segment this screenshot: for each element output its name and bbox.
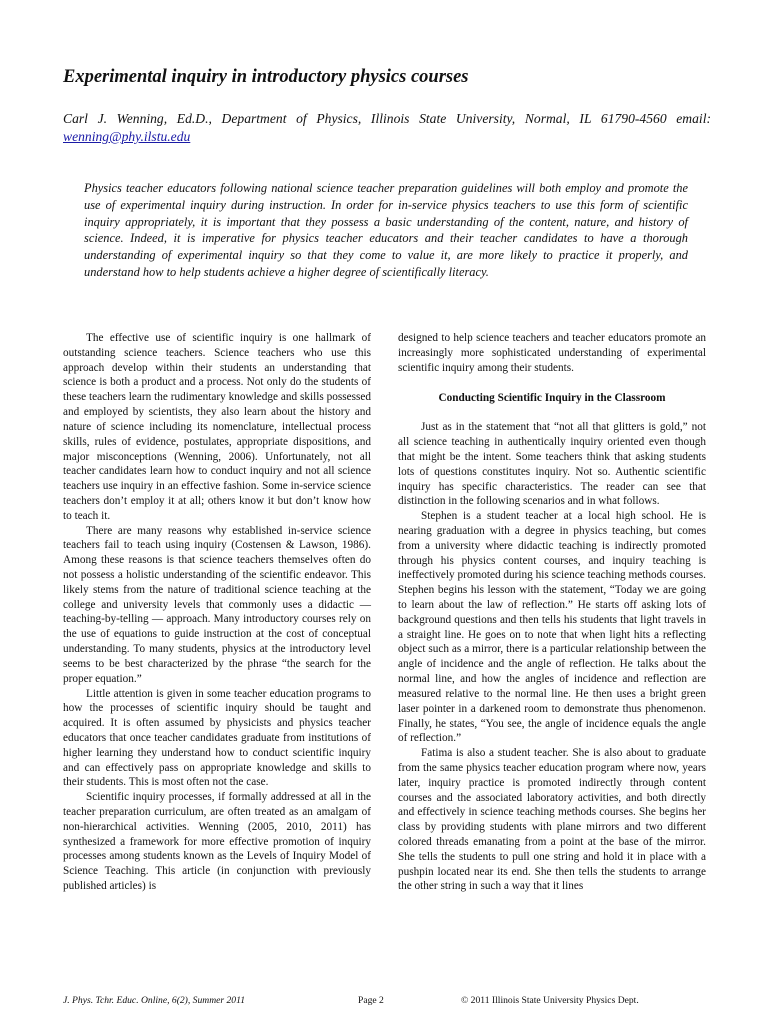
body-paragraph: Just as in the statement that “not all that glitters is gold,” not all science teaching in authentically inquiry oriented even though that might be the intent. Some teachers think that asking students lots of questions constitutes inquiry. Not so. Authentic scientific inquiry has specific characteristics. The reader can see that distinction in the following scenarios and in what follows. bbox=[398, 421, 706, 508]
footer-copyright: © 2011 Illinois State University Physics Dept. bbox=[461, 995, 639, 1006]
body-paragraph: Scientific inquiry processes, if formally addressed at all in the teacher preparation curriculum, are often treated as an amalgam of non-hierarchical activities. Wenning (2005, 2010, 2011) has synthesized a framework for more effective promotion of inquiry processes among students known as the Levels of Inquiry Model of Science Teaching. This article (in conjunction with previously published articles) is bbox=[63, 791, 371, 893]
abstract: Physics teacher educators following national science teacher preparation guidelines will both employ and promote the use of experimental inquiry during instruction. In order for in-service physics teachers to use this form of scientific inquiry appropriately, it is important that they possess a basic understanding of the content, nature, and history of science. Indeed, it is imperative for physics teacher educators and their teacher candidates to have a thorough understanding of experimental inquiry so that they come to value it, are more likely to practice it properly, and understand how to help students achieve a higher degree of scientifically literacy. bbox=[84, 181, 688, 279]
body-paragraph: Stephen is a student teacher at a local high school. He is nearing graduation with a degree in physics teaching, but comes from a university where didactic teaching is indirectly promoted through his physics content courses, and inquiry teaching is ineffectively promoted during his science teaching methods courses. Stephen begins his lesson with the statement, “Today we are going to learn about the law of reflection.” He starts off asking lots of background questions and then tells his students that light travels in a straight line. He goes on to note that when light hits a reflecting object such as a mirror, there is a particular relationship between the angle of incidence and the angle of reflection. He talks about the normal line, and how the angles of incidence and reflection are measured relative to the normal line. He then uses a bright green laser pointer in a darkened room to demonstrate thus phenomenon. Finally, he states, “You see, the angle of incidence equals the angle of reflection.” bbox=[398, 510, 706, 745]
footer-page-number: Page 2 bbox=[358, 995, 384, 1006]
body-paragraph: There are many reasons why established in-service science teachers fail to teach using inquiry (Costensen & Lawson, 1986). Among these reasons is that science teachers themselves often do not possess a holistic understanding of the scientific endeavor. This likely stems from the nature of traditional science teaching at the college and university levels that commonly uses a didactic — teaching-by-telling — approach. Many introductory courses rely on the use of equations to guide instruction at the cost of conceptual understanding. To many students, physics at the introductory level seems to be best characterized by the phrase “the search for the proper equation.” bbox=[63, 524, 371, 685]
body-paragraph: Little attention is given in some teacher education programs to how the processes of scientific inquiry should be taught and acquired. It is often assumed by physicists and physics teacher educators that once teacher candidates graduate from institutions of higher learning they understand how to conduct scientific inquiry and can effectively pass on appropriate knowledge and skills to their students. This is most often not the case. bbox=[63, 687, 371, 789]
body-paragraph: The effective use of scientific inquiry is one hallmark of outstanding science teachers. Science teachers who use this approach develop within their students an understanding that science is both a product and a process. Not only do the students of these teachers learn the rudimentary knowledge and skills possessed and employed by scientists, they also learn about the history and nature of science including its nomenclature, intellectual process skills, rules of evidence, postulates, appropriate dispositions, and major misconceptions (Wenning, 2006). Unfortunately, not all teacher candidates learn how to conduct inquiry and not all science teachers use inquiry in an effective fashion. Some in-service science teachers don’t employ it at all; others know it but don’t know how to teach it. bbox=[63, 332, 371, 522]
body-paragraph: Fatima is also a student teacher. She is also about to graduate from the same physics teacher education program where now, years later, inquiry practice is promoted indirectly through content courses and the associated laboratory activities, and both directly and effectively in science teaching methods courses. She begins her class by providing students with plane mirrors and two different colored threads emanating from a point at the base of the mirror. She tells the students to pull one string and hold it in place with a pushpin located near its end. She then tells the students to arrange the other string in such a way that it lines bbox=[398, 747, 706, 893]
left-column bbox=[63, 331, 371, 894]
article-title: Experimental inquiry in introductory physics courses bbox=[63, 67, 469, 87]
body-paragraph-continued: designed to help science teachers and teacher educators promote an increasingly more sophisticated understanding of experimental scientific inquiry among their students. bbox=[398, 332, 706, 374]
author-email-line bbox=[63, 128, 711, 146]
author-email-link[interactable]: wenning@phy.ilstu.edu bbox=[63, 129, 191, 144]
footer-journal-citation: J. Phys. Tchr. Educ. Online, 6(2), Summer 2011 bbox=[63, 995, 245, 1006]
right-column bbox=[398, 331, 706, 894]
section-heading: Conducting Scientific Inquiry in the Classroom bbox=[438, 392, 666, 405]
author-affiliation: Carl J. Wenning, Ed.D., Department of Physics, Illinois State University, Normal, IL 61790-4560 email: bbox=[63, 111, 711, 126]
page-footer bbox=[63, 994, 713, 1008]
